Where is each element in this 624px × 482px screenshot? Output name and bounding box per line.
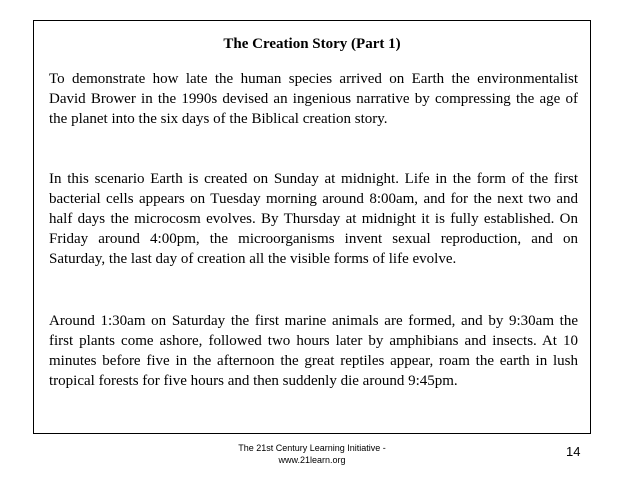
page-number: 14 xyxy=(566,444,581,459)
footer-line-organization: The 21st Century Learning Initiative - xyxy=(238,443,386,453)
footer-line-website: www.21learn.org xyxy=(278,455,346,465)
paragraph-scenario: In this scenario Earth is created on Sunday at midnight. Life in the form of the first bacterial cells appears on Tuesday morning around 8:00am, and for the next two and half days the microcosm evolves. By Thursday at midnight it is fully established. On Friday around 4:00pm, the microorganisms invent sexual reproduction, and on Saturday, the last day of creation all the visible forms of life evolve. xyxy=(49,171,578,267)
slide-title: The Creation Story (Part 1) xyxy=(223,36,401,52)
paragraph-saturday: Around 1:30am on Saturday the first marine animals are formed, and by 9:30am the first plants come ashore, followed two hours later by amphibians and insects. At 10 minutes before five in the afternoon the great reptiles appear, roam the earth in lush tropical forests for five hours and then suddenly die around 9:45pm. xyxy=(49,313,578,389)
slide-frame xyxy=(33,20,591,434)
footer-credit xyxy=(212,442,412,466)
paragraph-intro: To demonstrate how late the human species arrived on Earth the environmentalist David Brower in the 1990s devised an ingenious narrative by compressing the age of the planet into the six days of the Biblical creation story. xyxy=(49,71,578,127)
